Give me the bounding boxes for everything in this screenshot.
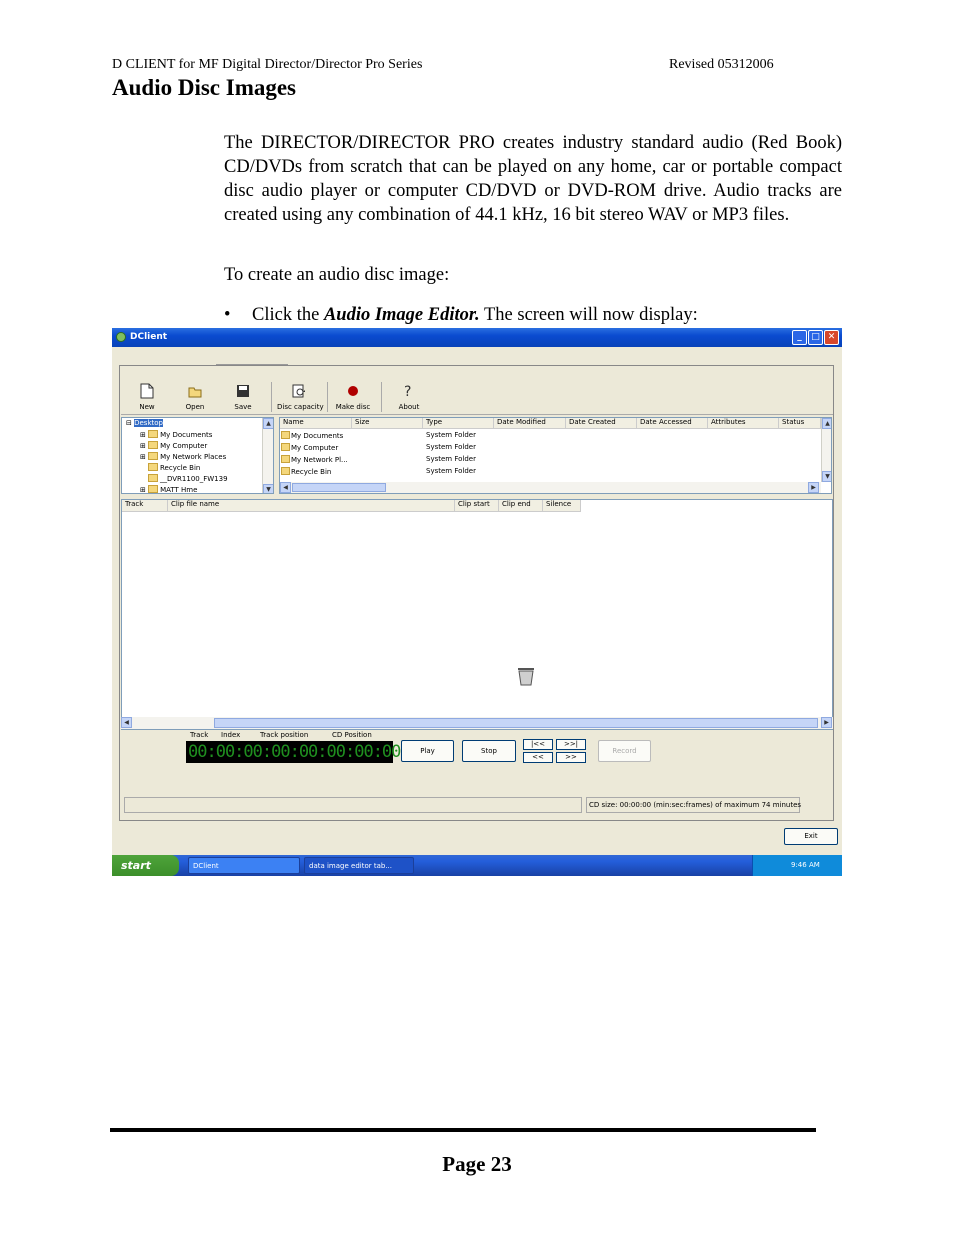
taskbar [112, 855, 842, 876]
dclient-screenshot [112, 328, 842, 876]
label-track-position: Track position [260, 731, 309, 739]
folder-tree[interactable] [121, 417, 274, 494]
previous-button[interactable]: << [523, 752, 553, 763]
help-question-icon [402, 383, 416, 399]
make-disc-label: Make disc [335, 403, 371, 411]
last-track-button[interactable]: >>| [556, 739, 586, 750]
new-file-icon [140, 383, 154, 399]
disc-capacity-button[interactable] [277, 380, 323, 415]
bullet-emphasis: Audio Image Editor. [323, 305, 480, 325]
list-item[interactable]: My Network Pl... [281, 455, 348, 466]
column-header-status[interactable]: Status [779, 418, 821, 429]
scroll-right-icon[interactable]: ▶ [821, 717, 832, 728]
bullet-dot-icon: • [224, 305, 231, 325]
svg-text:?: ? [404, 384, 412, 399]
column-header-attributes[interactable]: Attributes [708, 418, 779, 429]
column-header-clip-start[interactable]: Clip start [455, 500, 499, 512]
document-header-right: Revised 05312006 [669, 57, 774, 72]
list-item-type: System Folder [426, 443, 476, 451]
window-titlebar [112, 328, 842, 347]
column-header-name[interactable]: Name [280, 418, 352, 429]
open-label: Open [185, 403, 205, 411]
record-button[interactable]: Record [598, 740, 651, 762]
page-number: Page 23 [442, 1152, 512, 1176]
tree-node-my-computer[interactable]: ⊞ My Computer [140, 442, 208, 450]
minimize-icon[interactable]: _ [792, 330, 807, 345]
column-header-date-created[interactable]: Date Created [566, 418, 637, 429]
track-list[interactable] [121, 499, 833, 730]
exit-button[interactable]: Exit [784, 828, 838, 845]
scroll-left-icon[interactable]: ◀ [121, 717, 132, 728]
open-folder-icon [188, 383, 202, 399]
app-icon [116, 332, 126, 342]
scroll-thumb[interactable] [214, 718, 818, 728]
list-item[interactable]: Recycle Bin [281, 467, 331, 478]
tree-scrollbar[interactable] [262, 418, 273, 494]
position-display: 00:00:00:00:00:00:00:00 [188, 742, 401, 762]
scroll-down-icon[interactable]: ▼ [263, 484, 274, 494]
file-list[interactable] [279, 417, 832, 494]
first-track-button[interactable]: |<< [523, 739, 553, 750]
about-label: About [398, 403, 420, 411]
list-vscrollbar[interactable] [821, 418, 832, 482]
scroll-left-icon[interactable]: ◀ [280, 482, 291, 493]
list-item-type: System Folder [426, 431, 476, 439]
bullet-suffix: The screen will now display: [479, 305, 698, 325]
make-disc-button[interactable] [331, 380, 375, 415]
save-button[interactable] [221, 380, 265, 415]
record-dot-icon [346, 383, 360, 399]
column-header-type[interactable]: Type [423, 418, 494, 429]
label-index: Index [221, 731, 241, 739]
scroll-up-icon[interactable]: ▲ [822, 418, 832, 429]
column-header-date-modified[interactable]: Date Modified [494, 418, 566, 429]
maximize-icon[interactable]: □ [808, 330, 823, 345]
disc-capacity-label: Disc capacity [277, 403, 324, 411]
scroll-up-icon[interactable]: ▲ [263, 418, 274, 429]
list-item-type: System Folder [426, 467, 476, 475]
task-data-image-editor[interactable]: data image editor tab... [304, 857, 414, 874]
scroll-right-icon[interactable]: ▶ [808, 482, 819, 493]
task-dclient[interactable]: DClient [188, 857, 300, 874]
intro-paragraph: The DIRECTOR/DIRECTOR PRO creates industry standard audio (Red Book) CD/DVDs from scratch that can be played on any home, car or portable compact disc audio player or computer CD/DVD or DVD-ROM drive. Audio tracks are created using any combination of 44.1 kHz, 16 bit stereo WAV or MP3 files. [224, 133, 842, 225]
close-icon[interactable]: ✕ [824, 330, 839, 345]
window-title: DClient [130, 332, 168, 342]
save-label: Save [234, 403, 252, 411]
start-button[interactable]: start [112, 855, 179, 876]
disc-capacity-icon [292, 383, 306, 399]
toolbar-separator [327, 382, 328, 412]
document-header-left: D CLIENT for MF Digital Director/Director Pro Series [112, 57, 423, 72]
tree-node-my-documents[interactable]: ⊞ My Documents [140, 431, 213, 439]
list-item-type: System Folder [426, 455, 476, 463]
list-item[interactable]: My Computer [281, 443, 338, 454]
new-label: New [139, 403, 155, 411]
column-header-track[interactable]: Track [122, 500, 168, 512]
open-button[interactable] [173, 380, 217, 415]
cd-size-status: CD size: 00:00:00 (min:sec:frames) of maximum 74 minutes [586, 797, 800, 813]
play-button[interactable]: Play [401, 740, 454, 762]
track-hscrollbar[interactable] [121, 717, 833, 729]
bullet-prefix: Click the [252, 305, 324, 325]
column-header-size[interactable]: Size [352, 418, 423, 429]
footer-rule [110, 1128, 816, 1132]
next-button[interactable]: >> [556, 752, 586, 763]
tree-node-desktop[interactable]: ⊟ Desktop [126, 419, 163, 427]
list-hscrollbar[interactable] [280, 482, 821, 493]
tree-node-network[interactable]: ⊞ My Network Places [140, 453, 227, 461]
column-header-clip-end[interactable]: Clip end [499, 500, 543, 512]
list-item[interactable]: My Documents [281, 431, 343, 442]
progress-bar [124, 797, 582, 813]
toolbar [121, 380, 833, 415]
label-track: Track [190, 731, 209, 739]
toolbar-separator [381, 382, 382, 412]
bullet-item [224, 305, 698, 326]
tree-node-recycle-bin[interactable]: Recycle Bin [148, 463, 200, 474]
clock: 9:46 AM [791, 861, 820, 869]
floppy-disk-icon [236, 383, 250, 399]
about-button[interactable] [387, 380, 431, 415]
system-tray [752, 855, 842, 876]
toolbar-separator [271, 382, 272, 412]
scroll-thumb[interactable] [292, 483, 386, 492]
column-header-date-accessed[interactable]: Date Accessed [637, 418, 708, 429]
label-cd-position: CD Position [332, 731, 372, 739]
tree-node-dvr-folder[interactable]: __DVR1100_FW139 [148, 474, 228, 485]
stop-button[interactable]: Stop [462, 740, 516, 762]
tree-node-matt[interactable]: ⊞ MATT Hme [140, 486, 198, 494]
column-header-silence[interactable]: Silence [543, 500, 581, 512]
section-title: Audio Disc Images [112, 75, 297, 100]
create-instruction: To create an audio disc image: [224, 265, 450, 285]
new-button[interactable] [125, 380, 169, 415]
scroll-down-icon[interactable]: ▼ [822, 471, 832, 482]
column-header-clip-file-name[interactable]: Clip file name [168, 500, 455, 512]
trash-icon [515, 665, 537, 687]
